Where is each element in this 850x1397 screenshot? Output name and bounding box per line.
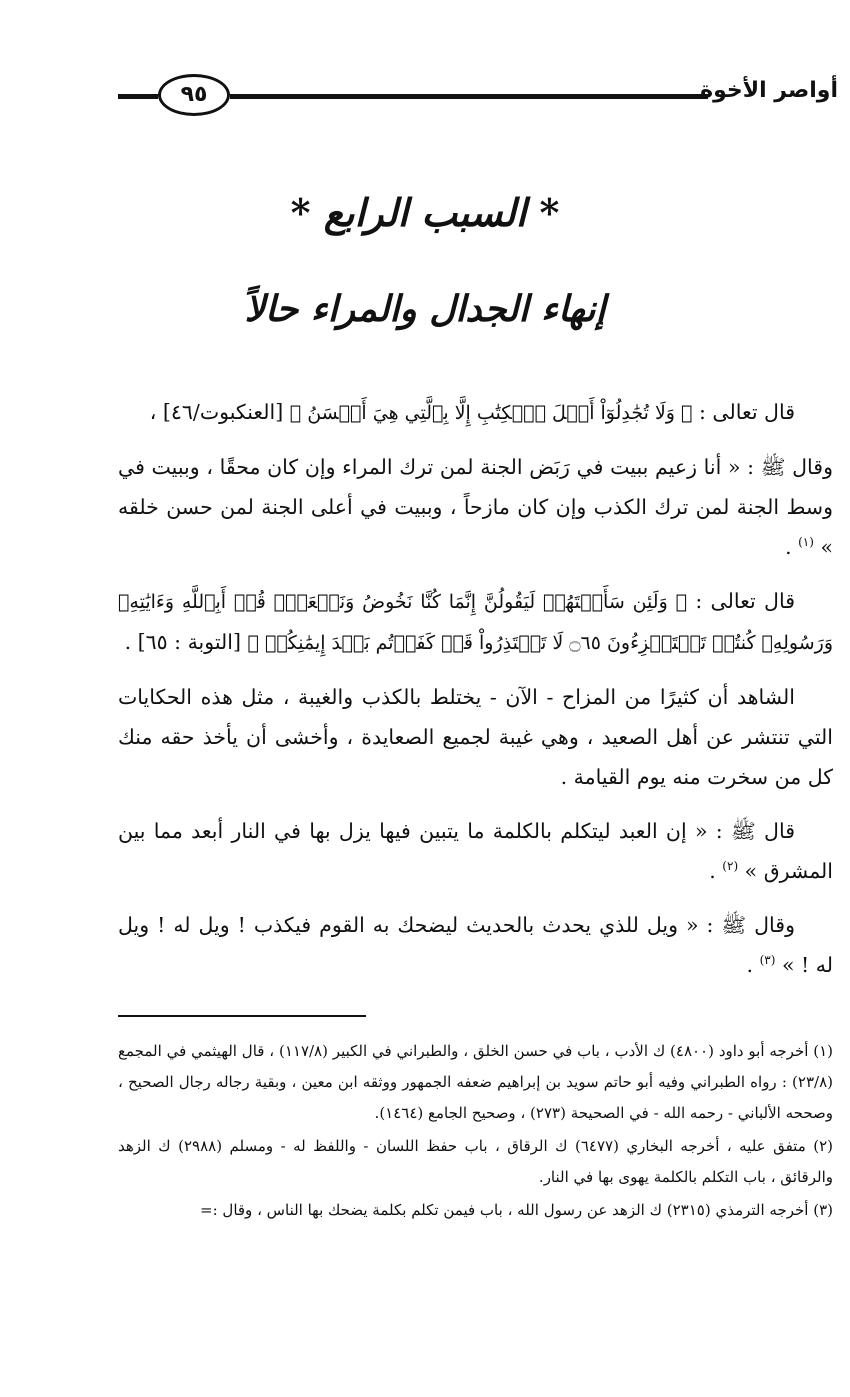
sentence-end: . [785,535,799,559]
running-header [118,68,838,124]
footnote-3: (٣) أخرجه الترمذي (٢٣١٥) ك الزهد عن رسول الله ، باب فيمن تكلم بكلمة يضحك بها الناس ، وقال := [200,1201,833,1219]
paragraph-hadith-1 [118,447,833,567]
body-text [118,392,833,999]
footnote-divider [118,1015,366,1017]
paragraph-hadith-3 [118,905,833,985]
hadith-text: قال ﷺ : « إن العبد ليتكلم بالكلمة ما يتبين فيها يزل بها في النار أبعد مما بين المشرق » [118,819,833,883]
verse-reference: [التوبة : ٦٥] . [124,630,248,654]
header-rule-left [118,94,158,99]
verse-reference: [العنكبوت/٤٦] ، [149,400,290,424]
sentence-end: . [746,953,760,977]
verse-intro: قال تعالى : [687,589,795,613]
footnote-1: (١) أخرجه أبو داود (٤٨٠٠) ك الأدب ، باب في حسن الخلق ، والطبراني في الكبير (١١٧/٨) ، قال الهيثمي في المجمع (٢٣/٨) : رواه الطبراني وفيه أبو حاتم سويد بن إبراهيم ضعفه الجمهور ووثقه ابن معين ، وبقية رجاله رجال الصحيح ، وصححه الألباني - رحمه الله - في الصحيحة (٢٧٣) ، وصحيح الجامع (١٤٦٤). [118,1042,833,1122]
footnote-ref: (١) [798,535,814,550]
footnotes [118,1036,833,1228]
quran-verse: ﴿ وَلَئِن سَأَلۡتَهُمۡ لَيَقُولُنَّ إِنَّمَا كُنَّا نَخُوضُ وَنَلۡعَبُۚ قُلۡ أَبِٱللَّهِ وَءَايَٰتِهِۦ وَرَسُولِهِۦ كُنتُمۡ تَسۡتَهۡزِءُونَ ۝٦٥ لَا تَعۡتَذِرُواْ قَدۡ كَفَرۡتُم بَعۡدَ إِيمَٰنِكُمۡ ﴾ [118,591,833,654]
page-number: ٩٥ [158,74,230,116]
footnote-2: (٢) متفق عليه ، أخرجه البخاري (٦٤٧٧) ك الرقاق ، باب حفظ اللسان - واللفظ له - ومسلم (٢٩٨٨) ك الزهد والرقائق ، باب التكلم بالكلمة يهوى بها في النار. [118,1137,833,1186]
paragraph-quran-2 [118,581,833,663]
quran-verse: ﴿ وَلَا تُجَٰدِلُوٓاْ أَهۡلَ ٱلۡكِتَٰبِ إِلَّا بِٱلَّتِي هِيَ أَحۡسَنُ ﴾ [289,402,693,424]
footnote-ref: (٢) [722,859,739,874]
section-subtitle: إنهاء الجدال والمراء حالاً [244,288,606,330]
verse-intro: قال تعالى : [692,400,795,424]
commentary-text: الشاهد أن كثيرًا من المزاح - الآن - يختلط بالكذب والغيبة ، مثل هذه الحكايات التي تنتشر عن أهل الصعيد ، وهي غيبة لجميع الصعايدة ، وأخشى أن يأخذ حقه منك كل من سخرت منه يوم القيامة . [118,685,833,789]
paragraph-quran-1 [118,392,833,433]
header-rule-right [230,94,708,99]
hadith-text: وقال ﷺ : « أنا زعيم ببيت في رَبَض الجنة لمن ترك المراء وإن كان محقًا ، وببيت في وسط الجنة لمن ترك الكذب وإن كان مازحاً ، وببيت في أعلى الجنة لمن حسن خلقه » [118,455,833,559]
hadith-text: وقال ﷺ : « ويل للذي يحدث بالحديث ليضحك به القوم فيكذب ! ويل له ! ويل له ! » [118,913,833,977]
sentence-end: . [709,859,723,883]
paragraph-commentary [118,677,833,797]
paragraph-hadith-2 [118,811,833,891]
book-title: أواصر الأخوة [700,78,838,103]
section-title: * السبب الرابع * [290,190,560,235]
footnote-ref: (٣) [759,953,776,968]
